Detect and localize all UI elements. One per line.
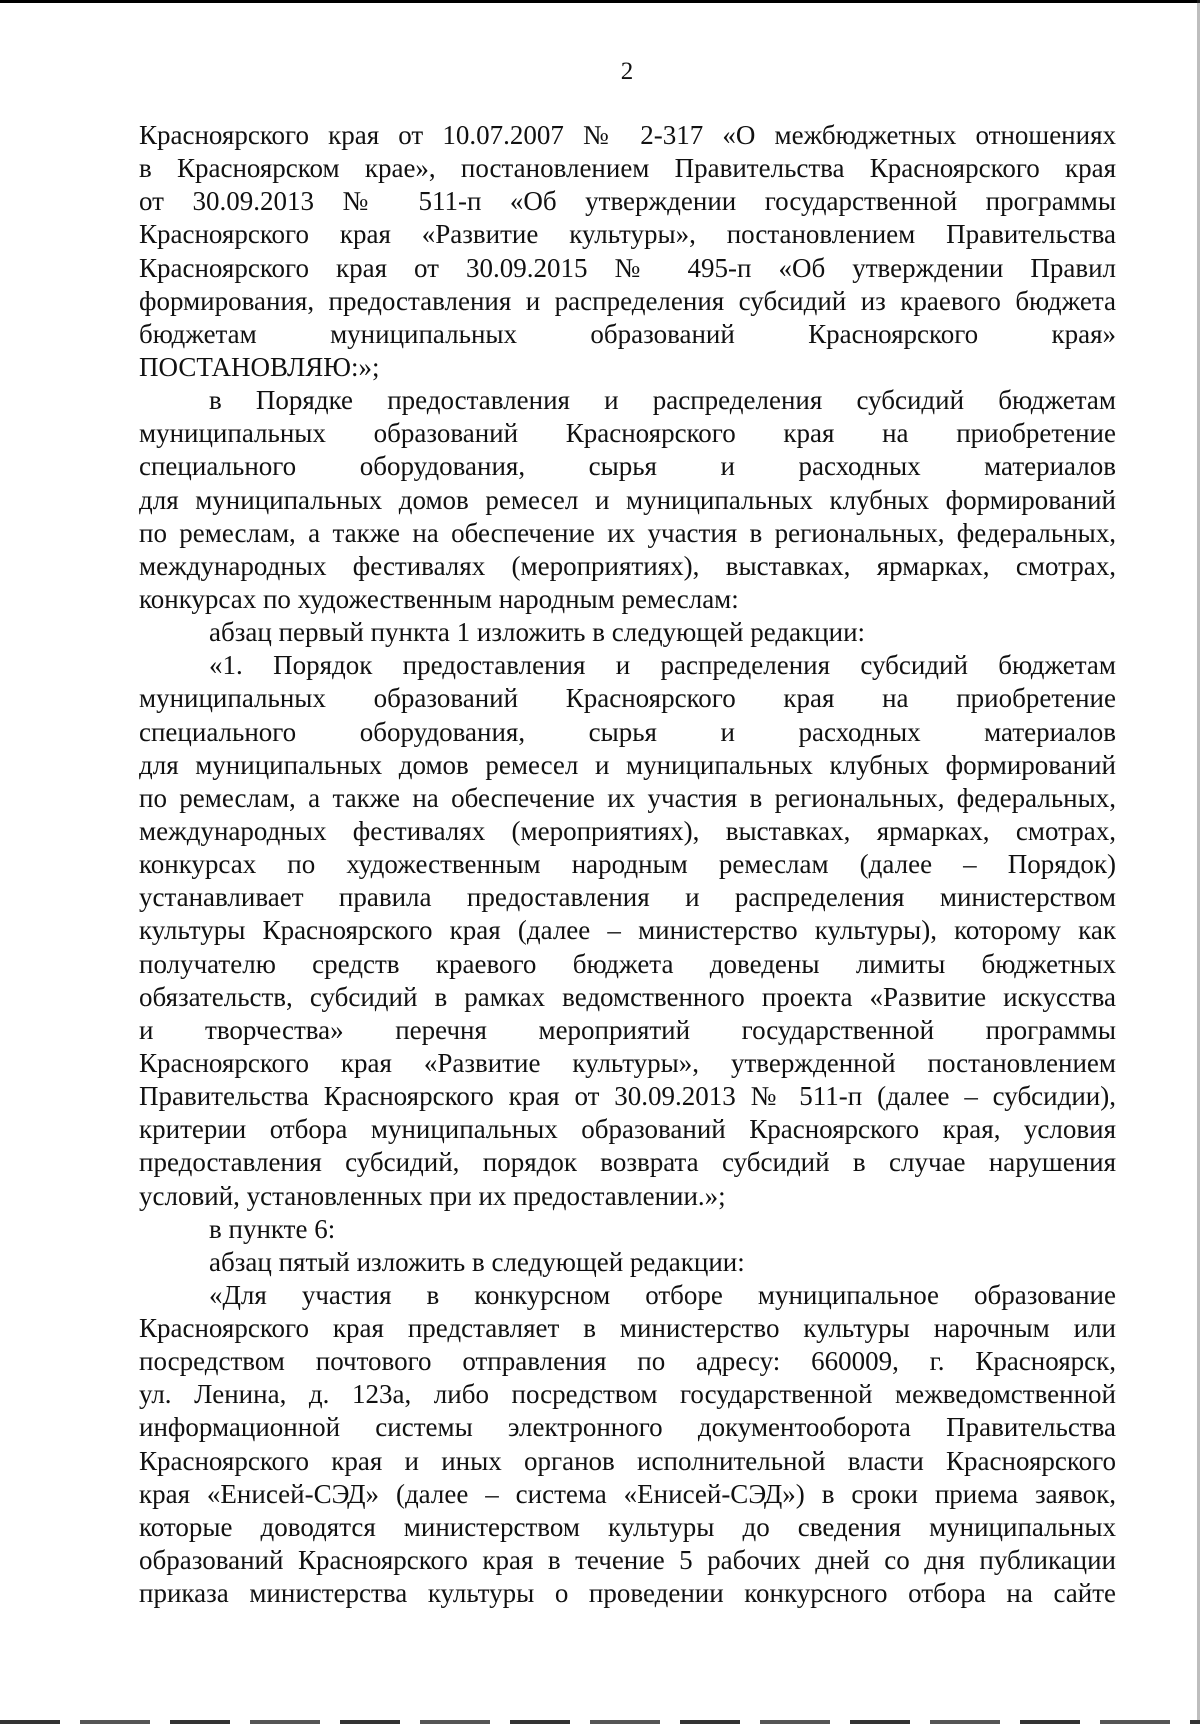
text-line: культуры Красноярского края (далее – министерство культуры), которому как — [139, 915, 1116, 946]
text-line: образований Красноярского края в течение 5 рабочих дней со дня публикации — [139, 1545, 1116, 1576]
page-number: 2 — [620, 58, 634, 85]
text-line: ул. Ленина, д. 123а, либо посредством государственной межведомственной — [139, 1379, 1116, 1410]
text-line: формирования, предоставления и распределения субсидий из краевого бюджета — [139, 285, 1116, 316]
text-line: «1. Порядок предоставления и распределения субсидий бюджетам — [209, 650, 1116, 681]
text-line: абзац пятый изложить в следующей редакции: — [209, 1246, 745, 1277]
text-line: Красноярского края «Развитие культуры», постановлением Правительства — [139, 219, 1116, 250]
text-line: по ремеслам, а также на обеспечение их участия в региональных, федеральных, — [139, 517, 1116, 548]
text-line: муниципальных образований Красноярского края на приобретение — [139, 683, 1116, 714]
text-line: Красноярского края и иных органов исполнительной власти Красноярского — [139, 1445, 1116, 1476]
text-line: ПОСТАНОВЛЯЮ:»; — [139, 351, 380, 382]
text-line: информационной системы электронного документооборота Правительства — [139, 1412, 1116, 1443]
text-line: специального оборудования, сырья и расходных материалов — [139, 451, 1116, 482]
text-line: абзац первый пункта 1 изложить в следующей редакции: — [209, 617, 866, 648]
text-line: устанавливает правила предоставления и распределения министерством — [139, 882, 1116, 913]
text-line: Правительства Красноярского края от 30.09.2013 № 511-п (далее – субсидии), — [139, 1081, 1116, 1112]
text-line: Красноярского края «Развитие культуры», утвержденной постановлением — [139, 1047, 1116, 1078]
text-line: Красноярского края от 10.07.2007 № 2-317 «О межбюджетных отношениях — [139, 120, 1116, 150]
text-line: края «Енисей-СЭД» (далее – система «Енисей-СЭД») в сроки приема заявок, — [139, 1478, 1116, 1509]
scan-edge-top — [0, 0, 1200, 3]
text-line: предоставления субсидий, порядок возврата субсидий в случае нарушения — [139, 1147, 1116, 1178]
text-line: и творчества» перечня мероприятий государственной программы — [139, 1014, 1116, 1045]
text-line: условий, установленных при их предоставлении.»; — [139, 1180, 726, 1211]
text-line: конкурсах по художественным народным ремеслам (далее – Порядок) — [139, 849, 1116, 880]
document-body — [139, 119, 1116, 1610]
text-line: конкурсах по художественным народным ремеслам: — [139, 583, 739, 614]
text-line: критерии отбора муниципальных образований Красноярского края, условия — [139, 1114, 1116, 1145]
text-line: в Порядке предоставления и распределения субсидий бюджетам — [209, 385, 1116, 416]
text-line: получателю средств краевого бюджета доведены лимиты бюджетных — [139, 948, 1116, 979]
text-line: обязательств, субсидий в рамках ведомственного проекта «Развитие искусства — [139, 981, 1116, 1012]
scan-edge-bottom — [0, 1720, 1200, 1724]
text-line: по ремеслам, а также на обеспечение их участия в региональных, федеральных, — [139, 782, 1116, 813]
text-line: которые доводятся министерством культуры до сведения муниципальных — [139, 1511, 1116, 1542]
text-line: международных фестивалях (мероприятиях), выставках, ярмарках, смотрах, — [139, 550, 1116, 581]
text-line: бюджетам муниципальных образований Красноярского края» — [139, 318, 1116, 349]
text-line: в пункте 6: — [209, 1213, 336, 1244]
text-line: специального оборудования, сырья и расходных материалов — [139, 716, 1116, 747]
text-line: для муниципальных домов ремесел и муниципальных клубных формирований — [139, 484, 1116, 515]
text-line: в Красноярском крае», постановлением Правительства Красноярского края — [139, 153, 1116, 184]
text-line: муниципальных образований Красноярского края на приобретение — [139, 418, 1116, 449]
text-line: Красноярского края представляет в министерство культуры нарочным или — [139, 1313, 1116, 1344]
text-line: от 30.09.2013 № 511-п «Об утверждении государственной программы — [139, 186, 1116, 217]
text-line: приказа министерства культуры о проведении конкурсного отбора на сайте — [139, 1578, 1116, 1609]
text-line: для муниципальных домов ремесел и муниципальных клубных формирований — [139, 749, 1116, 780]
text-line: «Для участия в конкурсном отборе муниципальное образование — [209, 1279, 1116, 1310]
text-line: международных фестивалях (мероприятиях), выставках, ярмарках, смотрах, — [139, 815, 1116, 846]
text-line: посредством почтового отправления по адресу: 660009, г. Красноярск, — [139, 1346, 1116, 1377]
text-line: Красноярского края от 30.09.2015 № 495-п «Об утверждении Правил — [139, 252, 1116, 283]
